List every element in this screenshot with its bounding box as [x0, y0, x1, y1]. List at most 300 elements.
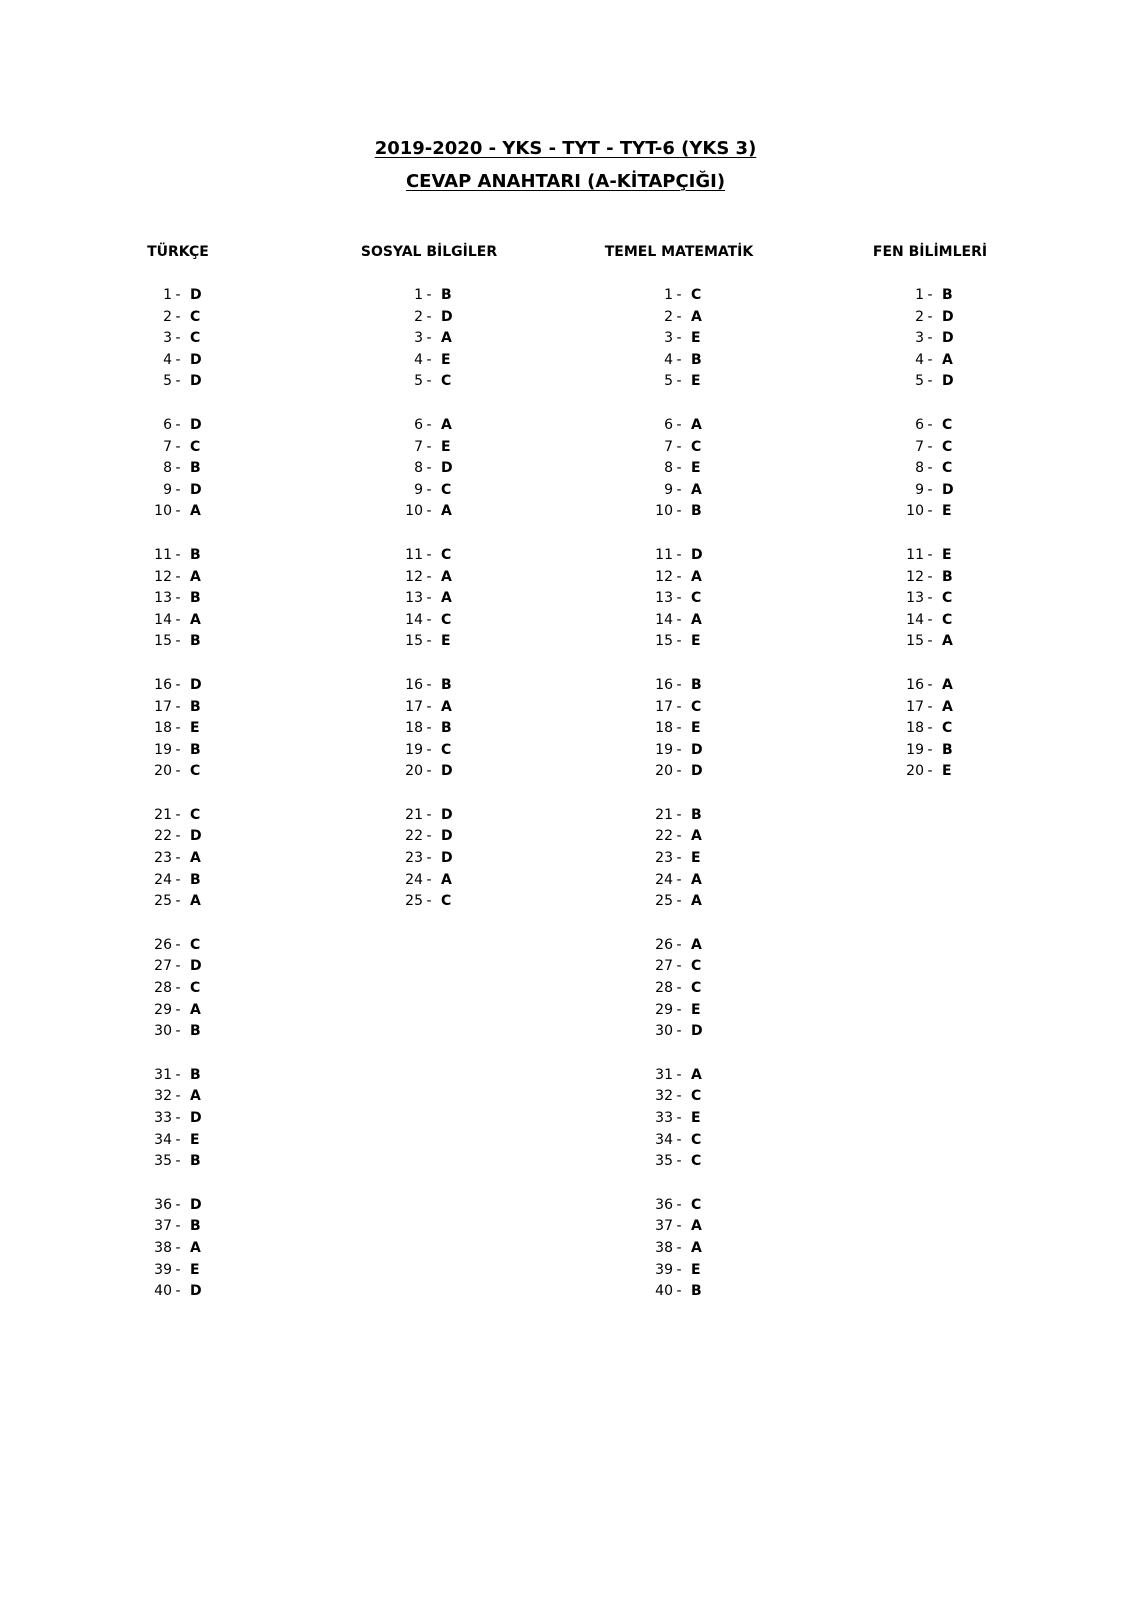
answer-row [309, 891, 549, 913]
separator: - [676, 330, 682, 347]
answer-group [810, 415, 1050, 523]
separator: - [676, 1283, 682, 1300]
answer-row [559, 458, 799, 480]
answer-row [559, 415, 799, 437]
answer-letter: A [942, 351, 953, 368]
question-number: 20 [655, 763, 673, 780]
question-number: 16 [906, 676, 924, 693]
answer-group [559, 805, 799, 913]
question-number: 21 [655, 806, 673, 823]
separator: - [676, 720, 682, 737]
separator: - [927, 308, 933, 325]
separator: - [175, 1088, 181, 1105]
separator: - [676, 893, 682, 910]
answer-list [810, 285, 1050, 783]
answer-letter: E [691, 1261, 701, 1278]
answer-letter: D [190, 958, 202, 975]
question-number: 24 [655, 871, 673, 888]
separator: - [426, 893, 432, 910]
question-number: 5 [163, 373, 172, 390]
question-number: 3 [915, 330, 924, 347]
answer-letter: B [942, 741, 953, 758]
answer-letter: E [441, 351, 451, 368]
answer-row [58, 415, 298, 437]
answer-row [559, 761, 799, 783]
answer-row [810, 350, 1050, 372]
question-number: 13 [154, 590, 172, 607]
answer-letter: B [190, 1153, 201, 1170]
separator: - [927, 720, 933, 737]
question-number: 11 [405, 546, 423, 563]
answer-letter: E [942, 763, 952, 780]
question-number: 15 [906, 633, 924, 650]
separator: - [426, 806, 432, 823]
answer-letter: A [691, 611, 702, 628]
separator: - [175, 871, 181, 888]
answer-letter: C [691, 1131, 702, 1148]
answer-row [559, 1195, 799, 1217]
answer-letter: C [190, 438, 201, 455]
answer-row [58, 697, 298, 719]
question-number: 7 [414, 438, 423, 455]
answer-letter: B [691, 351, 702, 368]
answer-letter: A [942, 698, 953, 715]
separator: - [676, 871, 682, 888]
answer-letter: C [190, 308, 201, 325]
question-number: 12 [405, 568, 423, 585]
answer-group [309, 415, 549, 523]
answer-row [810, 480, 1050, 502]
question-number: 39 [655, 1261, 673, 1278]
answer-group [559, 1195, 799, 1303]
answer-row [58, 458, 298, 480]
answer-letter: D [441, 460, 453, 477]
question-number: 9 [414, 481, 423, 498]
separator: - [426, 720, 432, 737]
answer-row [58, 545, 298, 567]
answer-letter: A [691, 308, 702, 325]
separator: - [175, 1239, 181, 1256]
answer-row [559, 1108, 799, 1130]
answer-letter: E [441, 633, 451, 650]
question-number: 1 [414, 287, 423, 303]
answer-row [58, 1108, 298, 1130]
answer-group [309, 285, 549, 393]
separator: - [927, 546, 933, 563]
answer-row [309, 761, 549, 783]
separator: - [676, 287, 682, 303]
answer-letter: B [190, 546, 201, 563]
separator: - [175, 828, 181, 845]
separator: - [175, 698, 181, 715]
question-number: 37 [655, 1218, 673, 1235]
answer-letter: E [190, 1131, 200, 1148]
separator: - [676, 828, 682, 845]
question-number: 18 [906, 720, 924, 737]
answer-row [810, 501, 1050, 523]
answer-row [559, 935, 799, 957]
separator: - [175, 1001, 181, 1018]
answer-letter: A [691, 416, 702, 433]
answer-letter: C [441, 546, 452, 563]
answer-row [58, 935, 298, 957]
separator: - [426, 481, 432, 498]
question-number: 28 [154, 980, 172, 997]
answer-letter: D [691, 763, 703, 780]
answer-letter: D [190, 481, 202, 498]
answer-row [58, 285, 298, 307]
answer-row [58, 805, 298, 827]
question-number: 15 [154, 633, 172, 650]
answer-row [309, 415, 549, 437]
separator: - [175, 503, 181, 520]
page-title: 2019-2020 - YKS - TYT - TYT-6 (YKS 3) [374, 138, 757, 159]
separator: - [426, 546, 432, 563]
answer-row [810, 697, 1050, 719]
question-number: 8 [915, 460, 924, 477]
section-column [58, 243, 298, 1325]
separator: - [426, 698, 432, 715]
answer-letter: C [691, 438, 702, 455]
question-number: 29 [655, 1001, 673, 1018]
separator: - [175, 568, 181, 585]
separator: - [175, 1283, 181, 1300]
answer-row [559, 1238, 799, 1260]
question-number: 30 [655, 1023, 673, 1040]
answer-group [58, 545, 298, 653]
separator: - [175, 806, 181, 823]
answer-row [559, 1281, 799, 1303]
answer-letter: C [441, 611, 452, 628]
separator: - [676, 676, 682, 693]
section-column [810, 243, 1050, 805]
question-number: 7 [664, 438, 673, 455]
question-number: 27 [655, 958, 673, 975]
question-number: 36 [655, 1196, 673, 1213]
separator: - [175, 546, 181, 563]
answer-row [810, 675, 1050, 697]
answer-row [58, 1260, 298, 1282]
separator: - [175, 893, 181, 910]
answer-letter: D [942, 373, 954, 390]
separator: - [676, 850, 682, 867]
answer-group [559, 415, 799, 523]
question-number: 15 [405, 633, 423, 650]
question-number: 23 [154, 850, 172, 867]
answer-letter: A [691, 893, 702, 910]
question-number: 10 [655, 503, 673, 520]
answer-letter: C [942, 720, 953, 737]
question-number: 17 [405, 698, 423, 715]
answer-row [58, 1151, 298, 1173]
separator: - [927, 330, 933, 347]
answer-row [309, 675, 549, 697]
answer-row [58, 870, 298, 892]
answer-group [559, 545, 799, 653]
answer-group [559, 285, 799, 393]
separator: - [426, 373, 432, 390]
question-number: 7 [915, 438, 924, 455]
question-number: 25 [405, 893, 423, 910]
question-number: 14 [154, 611, 172, 628]
answer-row [559, 1260, 799, 1282]
answer-row [58, 371, 298, 393]
separator: - [927, 481, 933, 498]
answer-row [58, 761, 298, 783]
question-number: 40 [154, 1283, 172, 1300]
answer-letter: E [691, 1001, 701, 1018]
separator: - [175, 720, 181, 737]
question-number: 4 [414, 351, 423, 368]
answer-group [309, 545, 549, 653]
question-number: 38 [655, 1239, 673, 1256]
question-number: 32 [655, 1088, 673, 1105]
question-number: 4 [664, 351, 673, 368]
separator: - [676, 1131, 682, 1148]
answer-letter: C [441, 481, 452, 498]
question-number: 2 [664, 308, 673, 325]
section-column [309, 243, 549, 935]
answer-letter: D [942, 308, 954, 325]
answer-row [559, 1151, 799, 1173]
question-number: 31 [655, 1066, 673, 1083]
answer-letter: C [190, 763, 201, 780]
answer-row [810, 371, 1050, 393]
answer-group [58, 935, 298, 1043]
answer-letter: E [942, 503, 952, 520]
question-number: 20 [154, 763, 172, 780]
answer-row [58, 610, 298, 632]
question-number: 3 [664, 330, 673, 347]
question-number: 25 [154, 893, 172, 910]
question-number: 16 [405, 676, 423, 693]
answer-letter: A [691, 481, 702, 498]
separator: - [927, 416, 933, 433]
answer-row [309, 631, 549, 653]
answer-row [309, 480, 549, 502]
question-number: 1 [915, 287, 924, 303]
separator: - [676, 1196, 682, 1213]
separator: - [927, 373, 933, 390]
answer-letter: E [942, 546, 952, 563]
separator: - [175, 1218, 181, 1235]
answer-row [58, 350, 298, 372]
answer-letter: A [190, 893, 201, 910]
answer-letter: D [190, 828, 202, 845]
question-number: 30 [154, 1023, 172, 1040]
question-number: 4 [163, 351, 172, 368]
answer-letter: A [190, 1088, 201, 1105]
separator: - [676, 958, 682, 975]
separator: - [927, 287, 933, 303]
separator: - [426, 828, 432, 845]
answer-row [810, 545, 1050, 567]
separator: - [426, 330, 432, 347]
separator: - [927, 763, 933, 780]
answer-row [559, 1065, 799, 1087]
question-number: 12 [906, 568, 924, 585]
answer-letter: A [691, 568, 702, 585]
answer-row [58, 1238, 298, 1260]
separator: - [426, 460, 432, 477]
question-number: 18 [405, 720, 423, 737]
question-number: 1 [163, 287, 172, 303]
section-column [559, 243, 799, 1325]
answer-row [58, 740, 298, 762]
separator: - [175, 287, 181, 303]
question-number: 28 [655, 980, 673, 997]
answer-letter: C [691, 1196, 702, 1213]
answer-letter: A [190, 503, 201, 520]
answer-letter: A [441, 871, 452, 888]
question-number: 6 [414, 416, 423, 433]
separator: - [676, 980, 682, 997]
answer-row [559, 1130, 799, 1152]
question-number: 36 [154, 1196, 172, 1213]
answer-letter: C [441, 373, 452, 390]
section-heading: FEN BİLİMLERİ [872, 244, 988, 260]
question-number: 13 [906, 590, 924, 607]
question-number: 8 [414, 460, 423, 477]
answer-letter: E [691, 720, 701, 737]
answer-letter: C [691, 287, 702, 303]
separator: - [175, 438, 181, 455]
answer-letter: A [691, 936, 702, 953]
answer-row [559, 1021, 799, 1043]
separator: - [676, 351, 682, 368]
separator: - [676, 1088, 682, 1105]
answer-row [309, 350, 549, 372]
question-number: 12 [154, 568, 172, 585]
question-number: 21 [405, 806, 423, 823]
answer-group [309, 675, 549, 783]
answer-row [559, 870, 799, 892]
separator: - [676, 438, 682, 455]
separator: - [676, 1218, 682, 1235]
answer-letter: B [190, 1023, 201, 1040]
answer-letter: D [441, 763, 453, 780]
answer-letter: C [942, 590, 953, 607]
answer-group [58, 415, 298, 523]
answer-letter: D [441, 850, 453, 867]
question-number: 5 [664, 373, 673, 390]
answer-row [309, 371, 549, 393]
answer-row [58, 588, 298, 610]
answer-letter: E [441, 438, 451, 455]
separator: - [676, 1261, 682, 1278]
answer-group [58, 1065, 298, 1173]
answer-letter: B [691, 1283, 702, 1300]
answer-row [58, 480, 298, 502]
separator: - [175, 460, 181, 477]
answer-row [559, 610, 799, 632]
question-number: 24 [405, 871, 423, 888]
answer-letter: C [691, 980, 702, 997]
answer-letter: C [942, 438, 953, 455]
question-number: 2 [915, 308, 924, 325]
separator: - [927, 590, 933, 607]
answer-group [810, 675, 1050, 783]
separator: - [927, 676, 933, 693]
question-number: 9 [915, 481, 924, 498]
answer-letter: C [190, 980, 201, 997]
separator: - [426, 741, 432, 758]
answer-row [559, 805, 799, 827]
separator: - [175, 330, 181, 347]
answer-letter: E [691, 330, 701, 347]
answer-row [559, 588, 799, 610]
answer-row [58, 437, 298, 459]
answer-letter: A [441, 568, 452, 585]
question-number: 38 [154, 1239, 172, 1256]
answer-group [58, 805, 298, 913]
page-subtitle: CEVAP ANAHTARI (A-KİTAPÇIĞI) [405, 171, 726, 192]
answer-row [810, 415, 1050, 437]
answer-letter: C [691, 1088, 702, 1105]
answer-row [309, 826, 549, 848]
answer-letter: E [691, 460, 701, 477]
answer-row [559, 1216, 799, 1238]
separator: - [426, 416, 432, 433]
answer-list [559, 285, 799, 1303]
separator: - [676, 698, 682, 715]
answer-row [810, 285, 1050, 307]
answer-letter: E [190, 1261, 200, 1278]
answer-letter: D [190, 1196, 202, 1213]
answer-group [810, 285, 1050, 393]
answer-letter: C [691, 590, 702, 607]
separator: - [175, 416, 181, 433]
question-number: 10 [405, 503, 423, 520]
answer-row [559, 718, 799, 740]
answer-row [559, 307, 799, 329]
question-number: 13 [655, 590, 673, 607]
answer-row [810, 328, 1050, 350]
answer-letter: A [441, 416, 452, 433]
answer-row [58, 501, 298, 523]
answer-letter: A [190, 611, 201, 628]
answer-row [810, 631, 1050, 653]
answer-row [58, 631, 298, 653]
answer-letter: A [691, 1218, 702, 1235]
answer-letter: E [691, 1110, 701, 1126]
answer-row [559, 437, 799, 459]
question-number: 23 [405, 850, 423, 867]
separator: - [175, 590, 181, 607]
answer-letter: B [190, 633, 201, 650]
question-number: 19 [405, 741, 423, 758]
separator: - [175, 373, 181, 390]
answer-row [559, 848, 799, 870]
question-number: 9 [664, 481, 673, 498]
answer-letter: B [691, 806, 702, 823]
question-number: 14 [405, 611, 423, 628]
separator: - [426, 287, 432, 303]
separator: - [676, 416, 682, 433]
answer-letter: A [190, 1001, 201, 1018]
answer-letter: D [942, 330, 954, 347]
question-number: 2 [163, 308, 172, 325]
separator: - [676, 590, 682, 607]
answer-row [58, 1130, 298, 1152]
separator: - [676, 1066, 682, 1083]
answer-row [58, 328, 298, 350]
separator: - [175, 633, 181, 650]
answer-group [559, 935, 799, 1043]
answer-row [309, 501, 549, 523]
answer-letter: D [441, 308, 453, 325]
answer-row [810, 588, 1050, 610]
